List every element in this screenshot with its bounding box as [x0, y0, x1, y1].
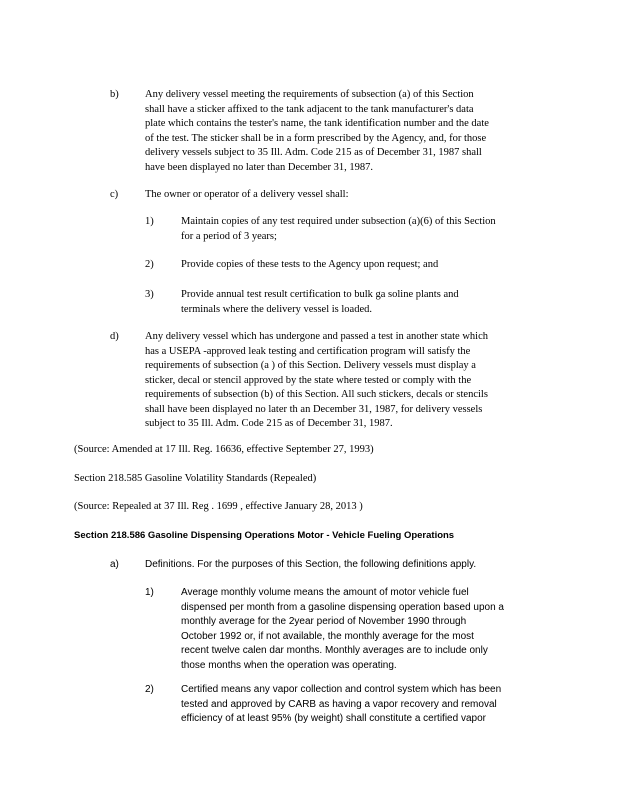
subitem-text [181, 288, 459, 317]
text-line: tested and approved by CARB as having a vapor recovery and removal [181, 698, 497, 710]
paragraph-d [145, 330, 488, 432]
text-line: October 1992 or, if not available, the monthly average for the most [181, 630, 474, 642]
subitem-number: 2) [145, 684, 154, 695]
source-note: (Source: Amended at 17 Ill. Reg. 16636, effective September 27, 1993) [74, 444, 374, 455]
subitem-number: 3) [145, 289, 154, 300]
paragraph-b [145, 88, 540, 175]
text-line: have been displayed no later than December 31, 1987. [145, 161, 374, 173]
paragraph-c-intro: The owner or operator of a delivery vessel shall: [145, 189, 349, 200]
text-line: recent twelve calen dar months. Monthly averages are to include only [181, 645, 488, 656]
item-label-c: c) [110, 189, 119, 200]
text-line: delivery vessels subject to 35 Ill. Adm. Code 215 as of December 31, 1987 shall [145, 147, 482, 158]
item-label-a: a) [110, 559, 119, 570]
text-line: shall have a sticker affixed to the tank adjacent to the tank manufacturer's data [145, 103, 474, 115]
text-line: has a USEPA -approved leak testing and certification program will satisfy the [145, 345, 471, 357]
text-line: Any delivery vessel meeting the requirements of subsection (a) of this Section [145, 89, 474, 100]
text-line: shall have been displayed no later th an December 31, 1987, for delivery vessels [145, 403, 483, 415]
subitem-text [181, 258, 438, 273]
text-line: subject to 35 Ill. Adm. Code 215 as of December 31, 1987. [145, 418, 393, 429]
text-line: efficiency of at least 95% (by weight) shall constitute a certified vapor [181, 713, 486, 724]
section-heading-218-585: Section 218.585 Gasoline Volatility Standards (Repealed) [74, 473, 317, 484]
subitem-text [181, 215, 496, 244]
text-line: of the test. The sticker shall be in a form prescribed by the Agency, and, for those [145, 132, 487, 144]
text-line: Provide annual test result certification to bulk ga soline plants and [181, 289, 459, 300]
definitions-intro: Definitions. For the purposes of this Section, the following definitions apply. [145, 559, 477, 570]
section-heading-218-586: Section 218.586 Gasoline Dispensing Operations Motor - Vehicle Fueling Operations [74, 530, 455, 541]
text-line: those months when the operation was operating. [181, 659, 397, 671]
text-line: requirements of subsection (b) of this Section. All such stickers, decals or stencils [145, 389, 488, 400]
subitem-number: 1) [145, 587, 154, 598]
item-label-b: b) [110, 89, 119, 100]
text-line: Provide copies of these tests to the Agency upon request; and [181, 259, 439, 270]
text-line: for a period of 3 years; [181, 230, 277, 242]
item-label-d: d) [110, 331, 119, 342]
subitem-number: 1) [145, 216, 154, 227]
text-line: requirements of subsection (a ) of this Section. Delivery vessels must display a [145, 360, 476, 371]
source-note: (Source: Repealed at 37 Ill. Reg . 1699 , effective January 28, 2013 ) [74, 501, 363, 512]
subitem-number: 2) [145, 259, 154, 270]
text-line: monthly average for the 2year period of November 1990 through [181, 616, 467, 627]
definition-certified [181, 683, 501, 727]
text-line: dispensed per month from a gasoline dispensing operation based upon a [181, 601, 504, 613]
text-line: Maintain copies of any test required under subsection (a)(6) of this Section [181, 216, 496, 227]
text-line: Any delivery vessel which has undergone and passed a test in another state which [145, 331, 489, 342]
text-line: plate which contains the tester's name, the tank identification number and the date [145, 118, 489, 129]
text-line: Average monthly volume means the amount of motor vehicle fuel [181, 587, 469, 598]
text-line: Certified means any vapor collection and control system which has been [181, 684, 502, 695]
text-line: sticker, decal or stencil approved by the state where tested or comply with the [145, 374, 472, 386]
definition-average-monthly-volume [181, 586, 504, 673]
text-line: terminals where the delivery vessel is loaded. [181, 303, 372, 315]
